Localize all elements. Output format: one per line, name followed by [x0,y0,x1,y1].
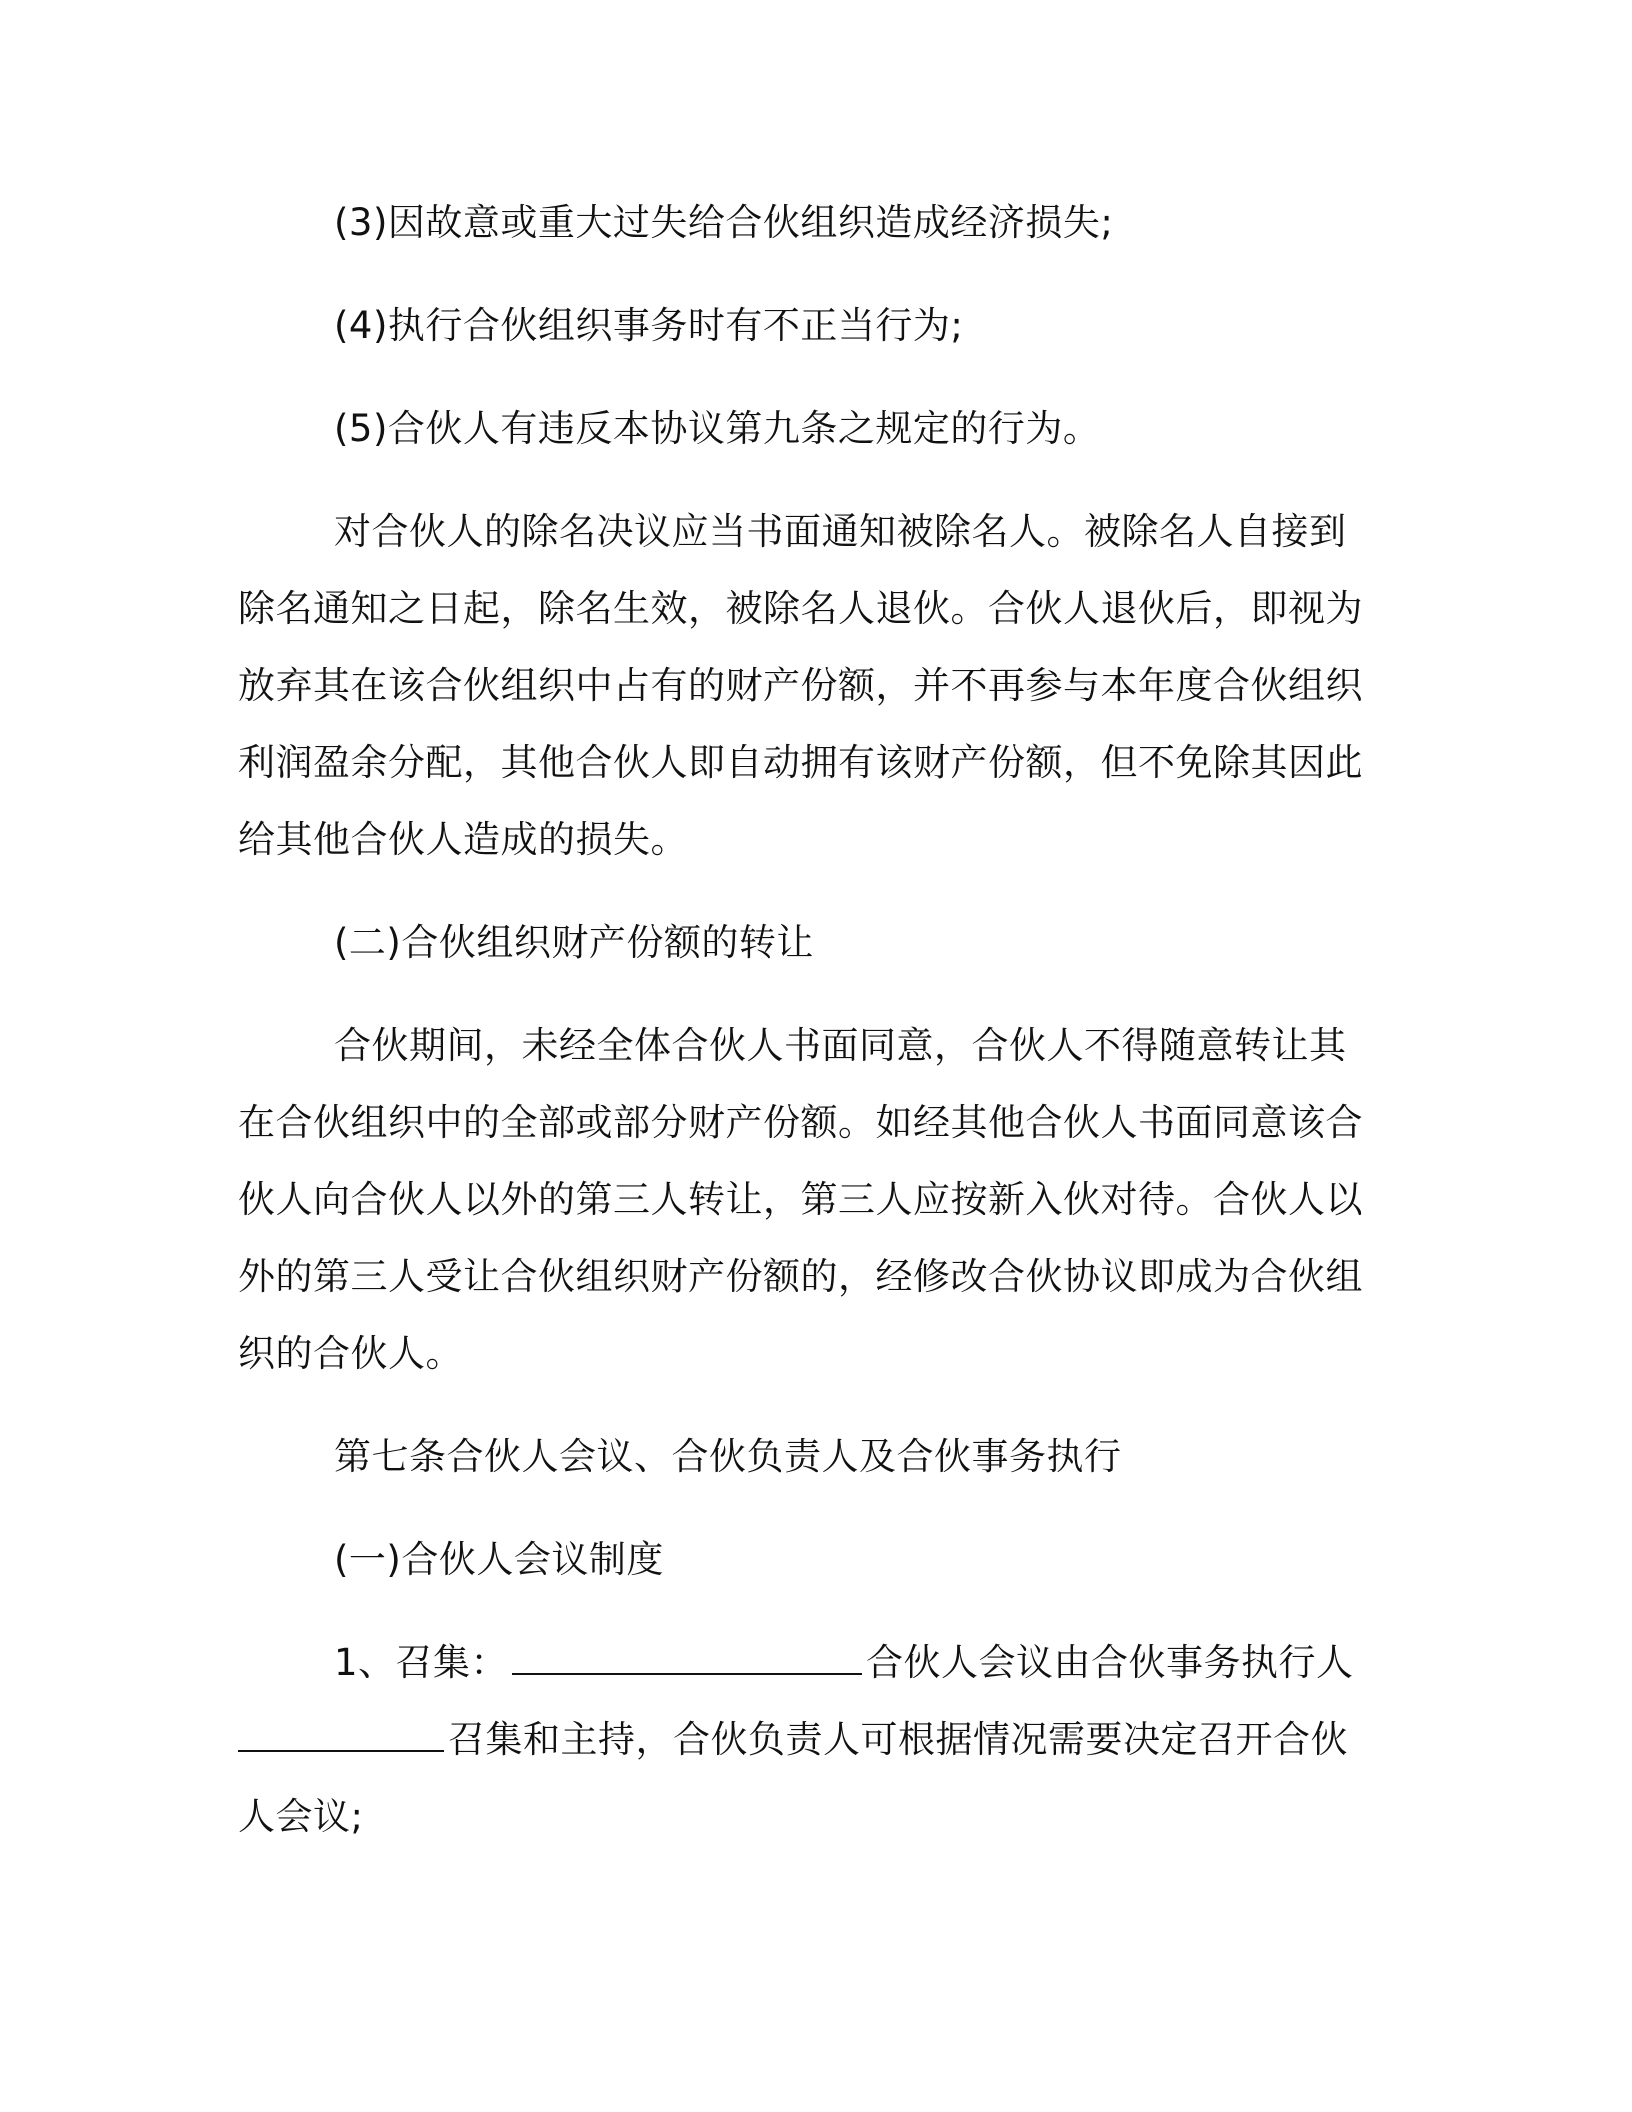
convene-middle-text: 合伙人会议由合伙事务执行人 [866,1641,1354,1684]
clause-item-5: (5)合伙人有违反本协议第九条之规定的行为。 [334,407,1101,450]
transfer-paragraph: 合伙期间，未经全体合伙人书面同意，合伙人不得随意转让其在合伙组织中的全部或部分财产份额。如经其他合伙人书面同意该合伙人向合伙人以外的第三人转让，第三人应按新入伙对待。合伙人以外的第三人受让合伙组织财产份额的，经修改合伙协议即成为合伙组织的合伙人。 [238,1024,1363,1375]
executor-blank-field [238,1720,444,1752]
expulsion-paragraph: 对合伙人的除名决议应当书面通知被除名人。被除名人自接到除名通知之日起，除名生效，被除名人退伙。合伙人退伙后，即视为放弃其在该合伙组织中占有的财产份额，并不再参与本年度合伙组织利润盈余分配，其他合伙人即自动拥有该财产份额，但不免除其因此给其他合伙人造成的损失。 [238,510,1363,861]
document-body [238,184,1378,1881]
section-heading-meeting: (一)合伙人会议制度 [334,1538,664,1581]
convene-blank-field [512,1643,862,1675]
clause-item-3: (3)因故意或重大过失给合伙组织造成经济损失; [334,201,1114,244]
clause-item-4: (4)执行合伙组织事务时有不正当行为; [334,304,964,347]
convene-paragraph [238,1624,1378,1855]
convene-tail-text: 召集和主持，合伙负责人可根据情况需要决定召开合伙人会议; [238,1718,1348,1838]
section-heading-transfer: (二)合伙组织财产份额的转让 [334,921,814,964]
convene-label: 1、召集： [334,1641,509,1684]
article-7-heading: 第七条合伙人会议、合伙负责人及合伙事务执行 [334,1435,1122,1478]
